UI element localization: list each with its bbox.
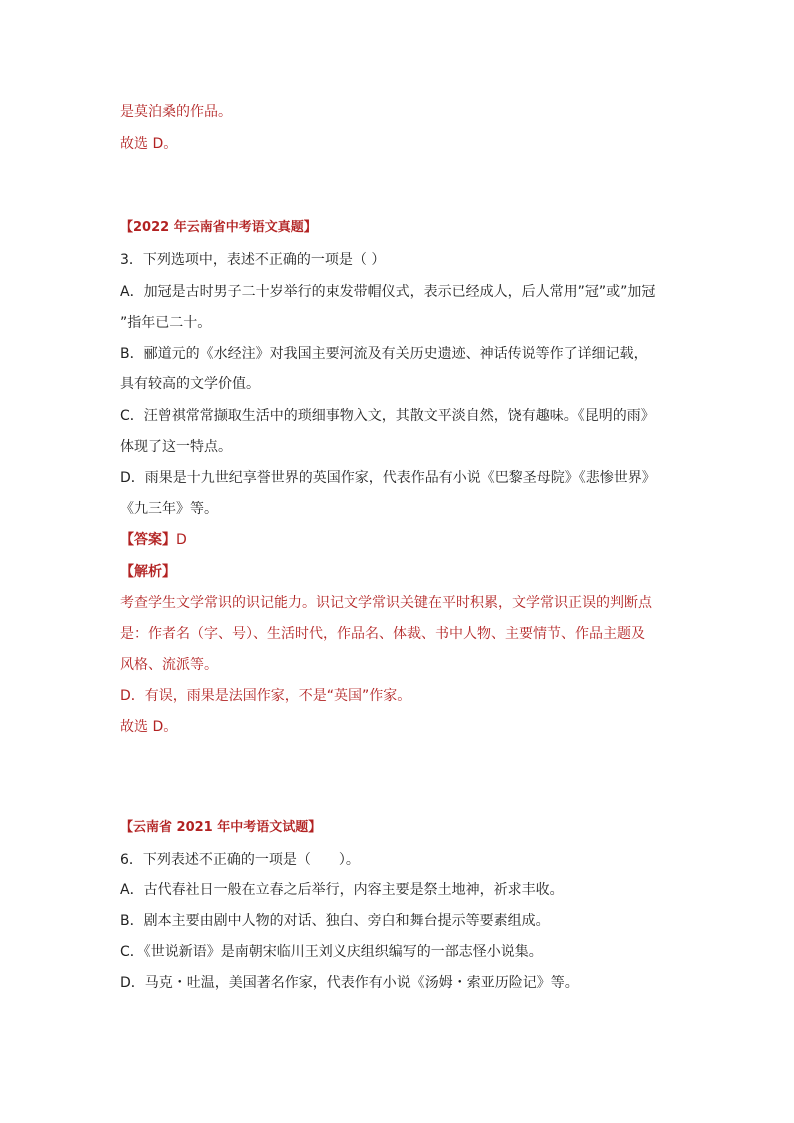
option-a-line-1: A．加冠是古时男子二十岁举行的束发带帽仪式，表示已经成人，后人常用”冠”或”加冠	[120, 284, 656, 300]
option-c-line-2: 体现了这一特点。	[120, 439, 232, 455]
analysis-label: 【解析】	[120, 564, 176, 580]
q6-option-b: B．剧本主要由剧中人物的对话、独白、旁白和舞台提示等要素组成。	[120, 913, 550, 929]
q6-option-d: D．马克・吐温，美国著名作家，代表作有小说《汤姆・索亚历险记》等。	[120, 975, 579, 991]
section-heading-2021: 【云南省 2021 年中考语文试题】	[120, 820, 322, 835]
analysis-line-2: 是：作者名（字、号）、生活时代，作品名、体裁、书中人物、主要情节、作品主题及	[120, 626, 645, 642]
option-c-line-1: C．汪曾祺常常撷取生活中的琐细事物入文，其散文平淡自然，饶有趣味。《昆明的雨》	[120, 408, 655, 424]
previous-conclusion: 故选 D。	[120, 136, 178, 152]
analysis-line-3: 风格、流派等。	[120, 657, 218, 673]
option-d-line-2: 《九三年》等。	[120, 501, 218, 517]
analysis-line-1: 考查学生文学常识的识记能力。识记文学常识关键在平时积累，文学常识正误的判断点	[120, 595, 652, 611]
question-6: 6．下列表述不正确的一项是（ ）。	[120, 852, 360, 868]
option-a-line-2: ”指年已二十。	[120, 315, 212, 331]
q6-option-c: C．《世说新语》是南朝宋临川王刘义庆组织编写的一部志怪小说集。	[120, 944, 543, 960]
answer-row	[120, 530, 680, 550]
analysis-conclusion: 故选 D。	[120, 719, 178, 735]
option-d-line-1: D．雨果是十九世纪享誉世界的英国作家，代表作品有小说《巴黎圣母院》《悲惨世界》	[120, 470, 656, 486]
previous-analysis-tail: 是莫泊桑的作品。	[120, 104, 232, 120]
q6-option-a: A．古代春社日一般在立春之后举行，内容主要是祭土地神，祈求丰收。	[120, 882, 564, 898]
option-b-line-2: 具有较高的文学价值。	[120, 376, 260, 392]
question-3: 3．下列选项中，表述不正确的一项是（ ）	[120, 252, 386, 268]
answer-value: D	[176, 532, 187, 548]
answer-label: 【答案】	[120, 532, 176, 548]
section-heading-2022: 【2022 年云南省中考语文真题】	[120, 220, 317, 235]
analysis-line-4: D．有误，雨果是法国作家，不是“英国”作家。	[120, 688, 412, 704]
option-b-line-1: B．郦道元的《水经注》对我国主要河流及有关历史遗迹、神话传说等作了详细记载，	[120, 346, 648, 362]
